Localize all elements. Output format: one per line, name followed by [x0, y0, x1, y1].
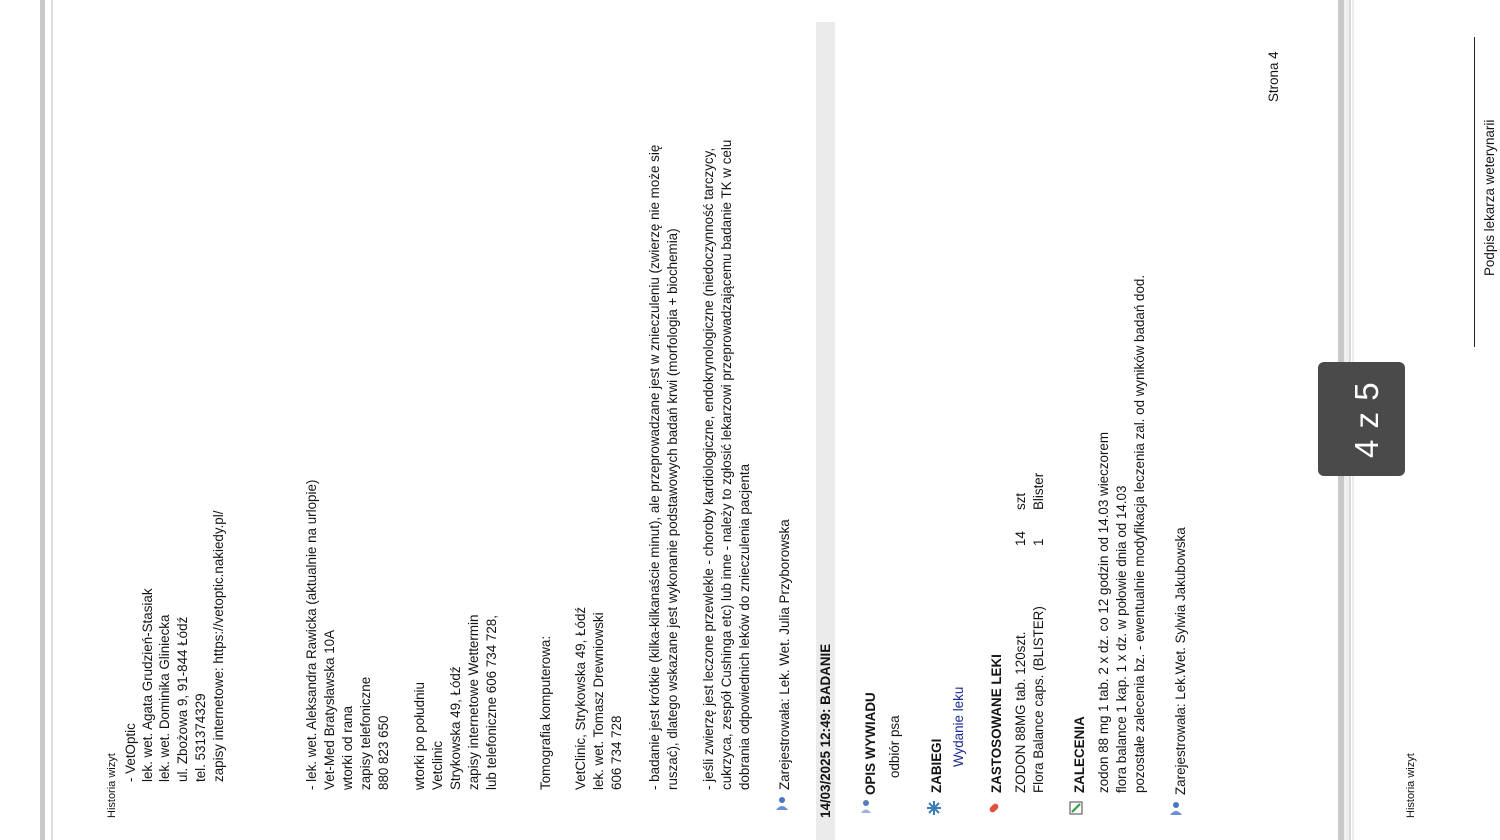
lek-qty: 14 — [1013, 531, 1028, 546]
page-edge-left-inner — [51, 0, 53, 840]
header-history-label: Historia wizyt — [106, 753, 118, 818]
leki-title: ZASTOSOWANE LEKI — [989, 654, 1004, 793]
vetclinic-line: zapisy internetowe Wettermin — [466, 614, 481, 790]
vetoptic-line: lek. wet. Agata Grudzień-Stasiak — [140, 588, 155, 782]
note-line: dobrania odpowiednich leków do znieczulenia pacjenta — [737, 463, 752, 790]
page-number: Strona 4 — [1266, 51, 1281, 102]
wydanie-leku-link[interactable]: Wydanie leku — [951, 686, 966, 767]
lek-unit: szt — [1013, 492, 1028, 510]
note-line: cukrzyca, zespół Cushinga etc) lub inne - należy to zgłosić lekarzowi przeprowadzającemu badanie TK w celu — [719, 139, 734, 790]
opis-text: odbiór psa — [887, 715, 902, 778]
doctor-icon — [858, 798, 874, 814]
lek-name: Flora Balance caps. (BLISTER) — [1031, 606, 1046, 793]
page-indicator: 4 z 5 — [1348, 381, 1385, 458]
zalecenia-line: pozostałe zalecenia bz. - ewentualnie modyfikacja leczenia zal. od wyników badań dod. — [1132, 274, 1147, 793]
pill-icon — [986, 800, 1002, 816]
vetclinic-line: lub telefoniczne 606 734 728, — [484, 615, 499, 790]
page-edge-left — [40, 0, 45, 840]
vetclinic-b-line: VetClinic, Strykowska 49, Łódź — [573, 606, 588, 790]
vetmed-line: Vet-Med Bratysławska 10A — [322, 629, 337, 790]
note-line: - jeśli zwierzę jest leczone przewlekle - choroby kardiologiczne, endokrynologiczne (niedoczynność tarczycy, — [701, 147, 716, 790]
registered-by-2: Zarejestrowała: Lek.Wet. Sylwia Jakubowska — [1173, 527, 1188, 795]
vetmed-line: wtorki od rana — [340, 705, 355, 790]
vetclinic-b-line: 606 734 728 — [609, 715, 624, 790]
notepad-icon — [1068, 800, 1084, 816]
vetclinic-b-line: lek. wet. Tomasz Drewniowski — [591, 612, 606, 790]
note-line: - badanie jest krótkie (kilka-kilkanaście minut), ale przeprowadzane jest w znieczuleniu (zwierzę nie może się — [647, 144, 662, 790]
asterisk-icon — [926, 800, 942, 816]
lek-name: ZODON 88MG tab. 120szt. — [1013, 631, 1028, 793]
vetoptic-line: ul. Zbożowa 9, 91-844 Łódź — [175, 616, 190, 782]
vetoptic-line: tel. 531374329 — [193, 693, 208, 782]
vetoptic-url[interactable]: zapisy internetowe: https://vetoptic.nakiedy.pl/ — [211, 510, 226, 782]
note-line: ruszać), dlatego wskazane jest wykonanie podstawowych badań krwi (morfologia + biochemia) — [665, 228, 680, 790]
exam-header: 14/03/2025 12:49: BADANIE — [818, 643, 833, 818]
signature-line — [1474, 37, 1475, 347]
zalecenia-line: zodon 88 mg 1 tab. 2 x dz. co 12 godzin od 14.03 wieczorem — [1096, 431, 1111, 793]
vetmed-line: - lek. wet. Aleksandra Rawicka (aktualnie na urlopie) — [304, 479, 319, 790]
vetclinic-line: wtorki po południu — [412, 682, 427, 790]
vetoptic-line: - VetOptic — [123, 723, 138, 782]
zabiegi-title: ZABIEGI — [929, 738, 944, 793]
lek-unit: Blister — [1031, 472, 1046, 510]
zalecenia-title: ZALECENIA — [1072, 716, 1087, 793]
registered-by-1: Zarejestrowała: Lek. Wet. Julia Przyborowska — [777, 519, 792, 790]
vetmed-line: zapisy telefoniczne — [358, 676, 373, 790]
signature-label: Podpis lekarza weterynarii — [1482, 119, 1497, 276]
vetmed-line: 880 823 650 — [376, 715, 391, 790]
user-icon — [774, 795, 790, 811]
vetoptic-line: lek. wet. Dominika Gliniecka — [157, 614, 172, 782]
vetclinic-line: Vetclinic — [430, 740, 445, 790]
vetclinic-line: Strykowska 49, Łódź — [448, 666, 463, 790]
opis-title: OPIS WYWIADU — [863, 692, 878, 795]
lek-qty: 1 — [1031, 538, 1046, 546]
user-icon — [1168, 800, 1184, 816]
zalecenia-line: flora balance 1 kap. 1 x dz. w połowie dnia od 14.03 — [1114, 485, 1129, 793]
tomografia-label: Tomografia komputerowa: — [538, 635, 553, 790]
footer-history-label: Historia wizyt — [1405, 753, 1417, 818]
